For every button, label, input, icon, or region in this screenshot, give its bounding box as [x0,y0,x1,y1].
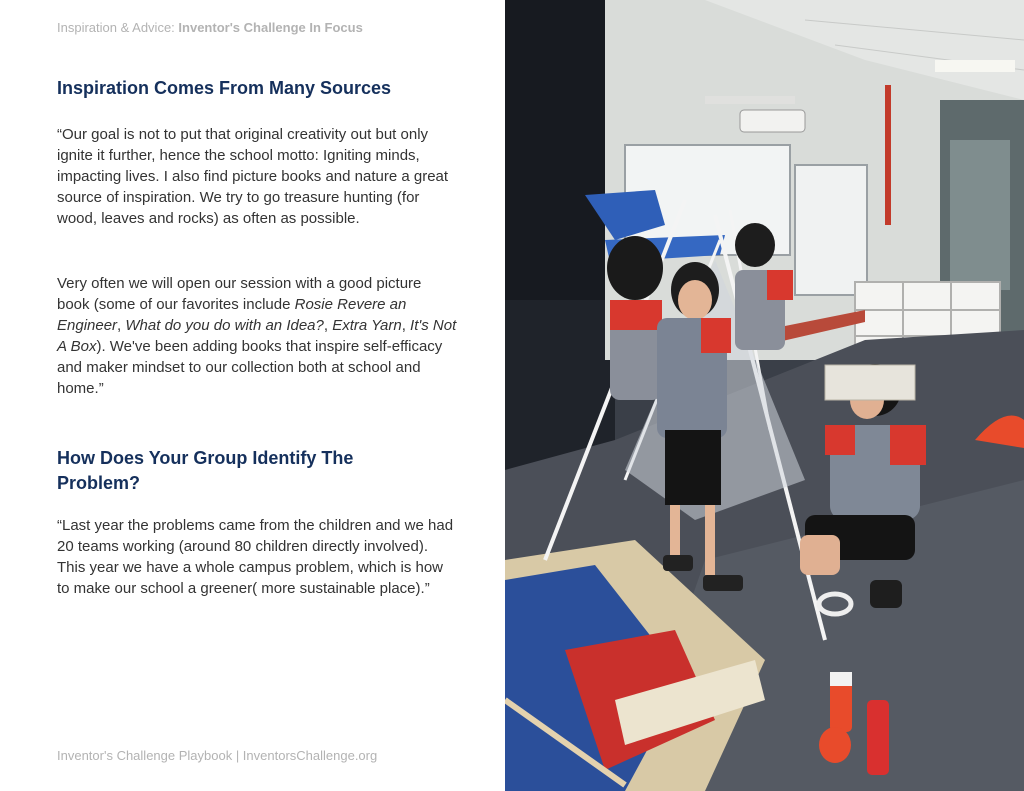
breadcrumb [57,20,363,35]
separator: , [323,317,333,334]
paragraph-motto: “Our goal is not to put that original creativity out but only ignite it further, hence the school motto: Igniting minds, impacting lives. I also find picture books and nature a great source of inspiration. We try to go treasure hunting (for wood, leaves and rocks) as often as possible. [57,126,449,227]
paragraph-picture-books [57,273,457,399]
book-title: Rosie Revere an Engineer [57,296,407,334]
book-title: It's Not A Box [57,317,457,355]
breadcrumb-subsection: Inventor's Challenge In Focus [178,20,363,35]
section-heading-problem: How Does Your Group Identify The Problem? [57,448,354,493]
separator: , [401,317,411,334]
section-heading-inspiration: Inspiration Comes From Many Sources [57,78,392,98]
paragraph-problem: “Last year the problems came from the children and we had 20 teams working (around 80 children directly involved). This year we have a whole campus problem, which is how to make our school a greener( more sustainable place).” [57,517,454,597]
footer: Inventor's Challenge Playbook | InventorsChallenge.org [57,748,378,763]
text-run: ). We've been adding books that inspire self-efficacy and maker mindset to our collection both at school and home.” [57,338,443,397]
breadcrumb-section: Inspiration & Advice: [57,20,175,35]
book-title: Extra Yarn [332,317,402,334]
book-title: What do you do with an Idea? [125,317,324,334]
classroom-photo [505,0,1024,791]
separator: , [117,317,126,334]
text-run: Very often we will open our session with a good picture book (some of our favorites include [57,275,422,313]
text-column [0,0,505,791]
